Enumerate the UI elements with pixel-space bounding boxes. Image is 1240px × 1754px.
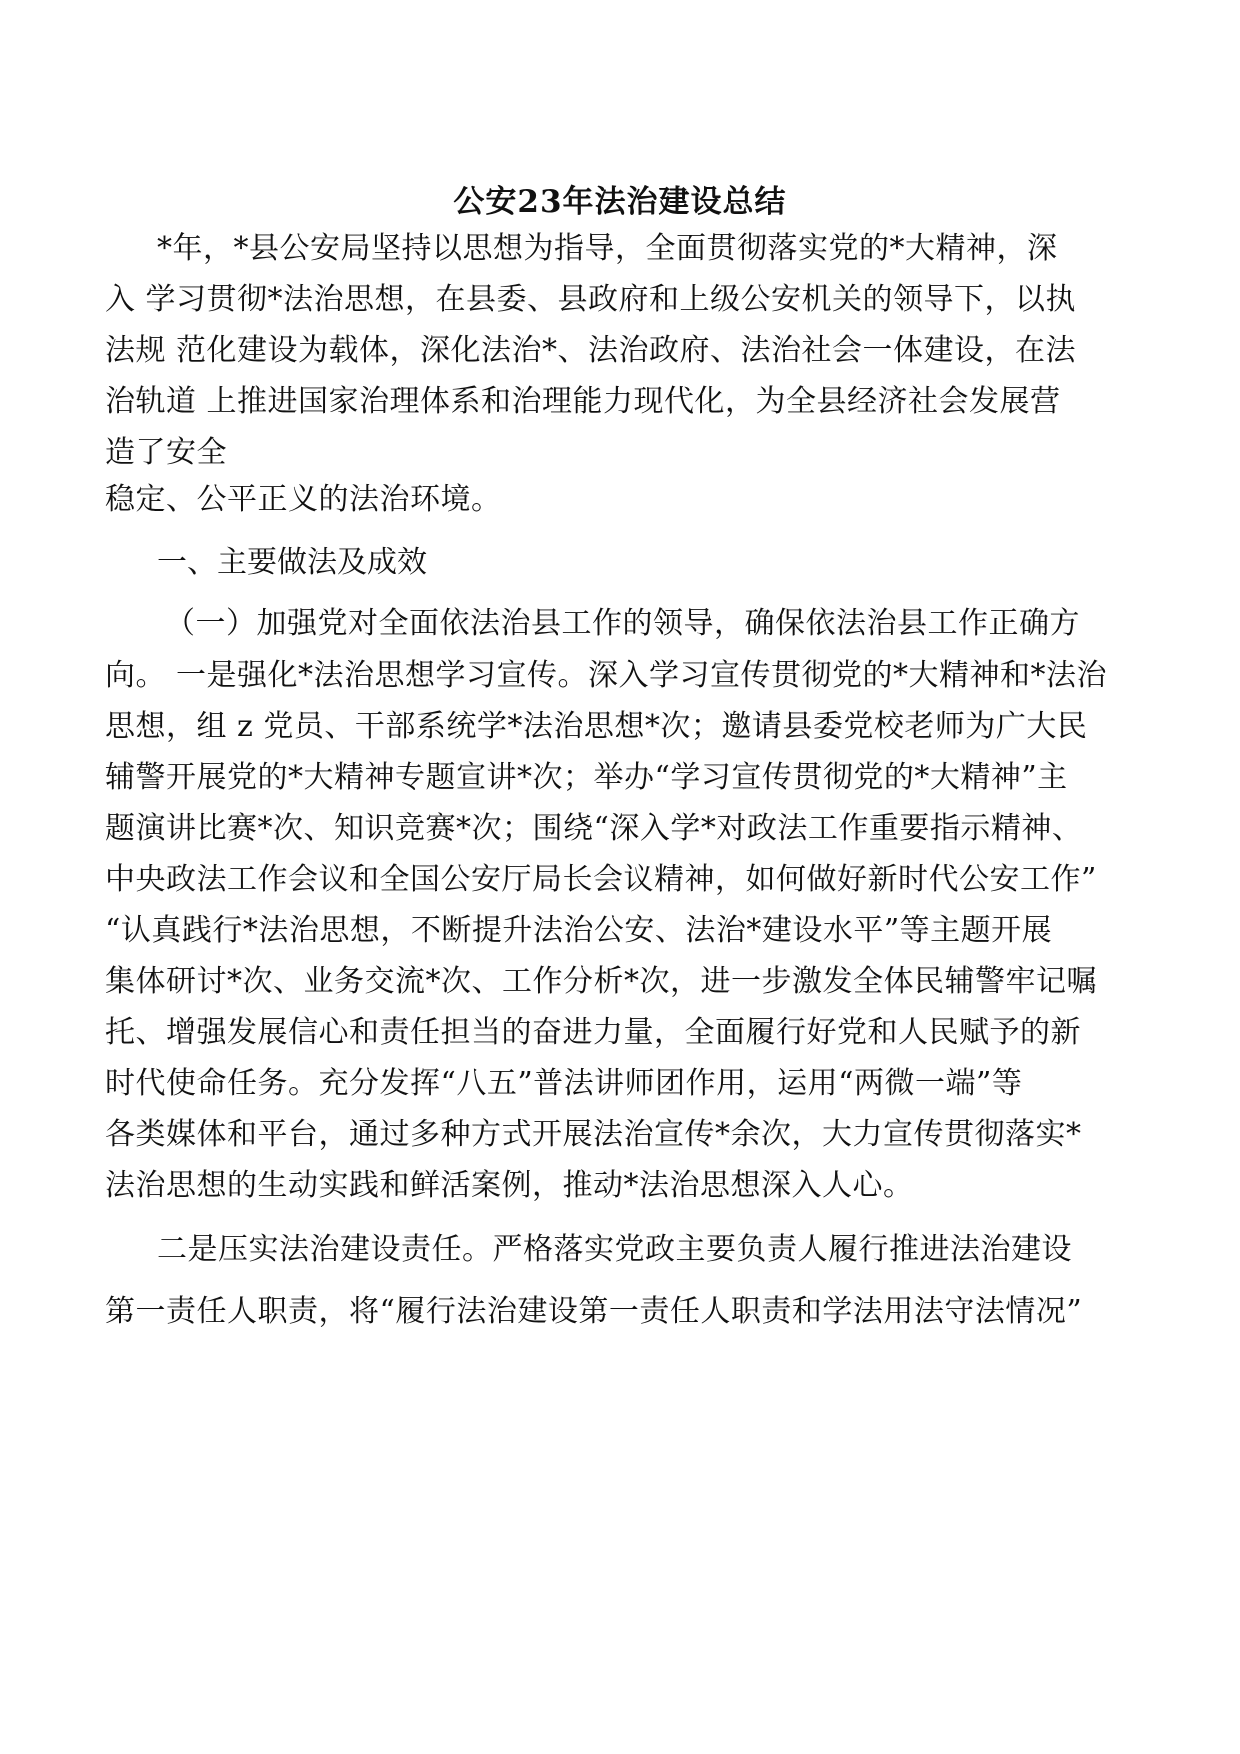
para2-line-2: 第一责任人职责，将“履行法治建设第一责任人职责和学法用法守法情况” xyxy=(105,1294,1083,1329)
subsection-line-1: （一）加强党对全面依法治县工作的领导，确保依法治县工作正确方 xyxy=(165,606,1080,641)
subsection-line-2: 向。 一是强化*法治思想学习宣传。深入学习宣传贯彻党的*大精神和*法治 xyxy=(105,658,1108,693)
subsection-line-12: 法治思想的生动实践和鲜活案例，推动*法治思想深入人心。 xyxy=(105,1168,914,1203)
subsection-line-3: 思想，组 z 党员、干部系统学*法治思想*次；邀请县委党校老师为广大民 xyxy=(105,709,1088,744)
section-heading: 一、主要做法及成效 xyxy=(157,545,427,580)
intro-line-4: 治轨道 上推进国家治理体系和治理能力现代化，为全县经济社会发展营 xyxy=(105,384,1061,419)
subsection-line-8: 集体研讨*次、业务交流*次、工作分析*次，进一步激发全体民辅警牢记嘱 xyxy=(105,964,1097,999)
intro-line-6: 稳定、公平正义的法治环境。 xyxy=(105,482,502,517)
subsection-line-11: 各类媒体和平台，通过多种方式开展法治宣传*余次，大力宣传贯彻落实* xyxy=(105,1117,1082,1152)
subsection-line-6: 中央政法工作会议和全国公安厅局长会议精神，如何做好新时代公安工作” xyxy=(105,862,1097,897)
subsection-line-10: 时代使命任务。充分发挥“八五”普法讲师团作用，运用“两微一端”等 xyxy=(105,1066,1023,1101)
subsection-line-9: 托、增强发展信心和责任担当的奋进力量，全面履行好党和人民赋予的新 xyxy=(105,1015,1081,1050)
document-title: 公安23年法治建设总结 xyxy=(453,184,787,220)
intro-line-2: 入 学习贯彻*法治思想，在县委、县政府和上级公安机关的领导下，以执 xyxy=(105,282,1077,317)
para2-line-1: 二是压实法治建设责任。严格落实党政主要负责人履行推进法治建设 xyxy=(157,1232,1072,1267)
intro-line-1: *年，*县公安局坚持以思想为指导，全面贯彻落实党的*大精神，深 xyxy=(157,231,1058,266)
subsection-line-4: 辅警开展党的*大精神专题宣讲*次；举办“学习宣传贯彻党的*大精神”主 xyxy=(105,760,1068,795)
subsection-line-5: 题演讲比赛*次、知识竞赛*次；围绕“深入学*对政法工作重要指示精神、 xyxy=(105,811,1083,846)
intro-line-3: 法规 范化建设为载体，深化法治*、法治政府、法治社会一体建设，在法 xyxy=(105,333,1077,368)
intro-line-5: 造了安全 xyxy=(105,435,227,470)
subsection-line-7: “认真践行*法治思想，不断提升法治公安、法治*建设水平”等主题开展 xyxy=(105,913,1053,948)
